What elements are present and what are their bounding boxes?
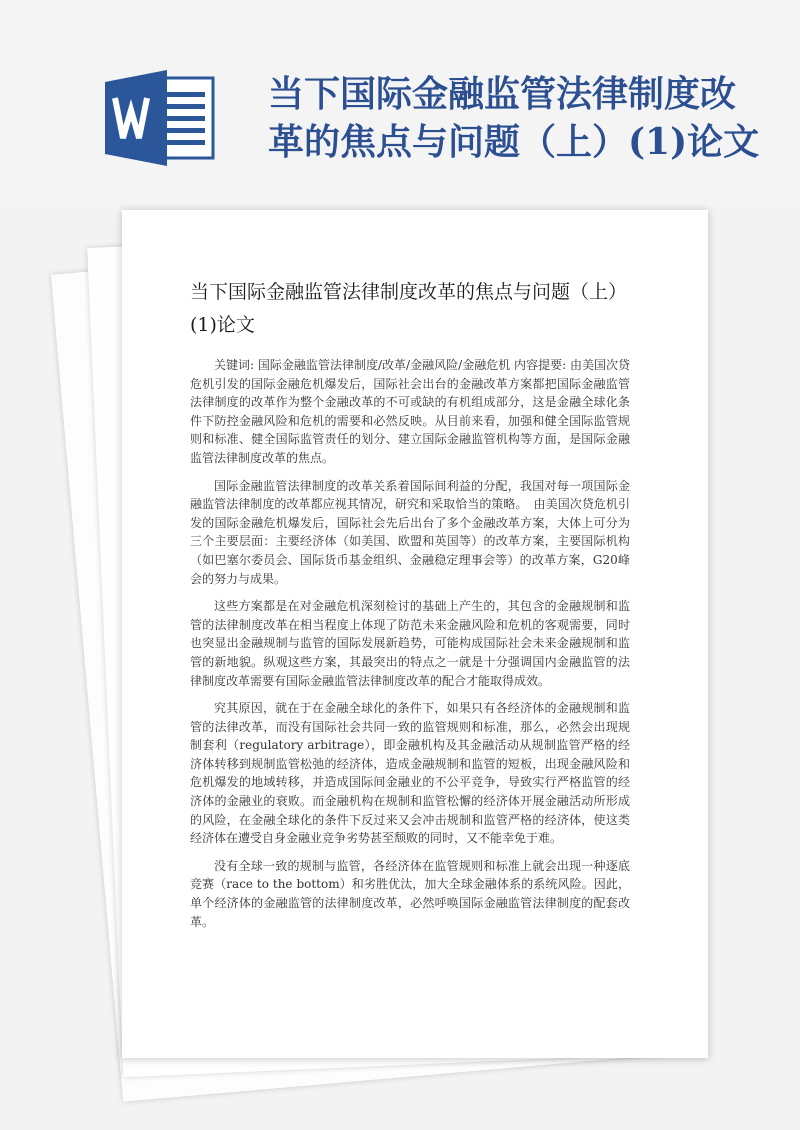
paragraph: 究其原因，就在于在金融全球化的条件下，如果只有各经济体的金融规制和监管的法律改革，而没有国际社会共同一致的监管规则和标准，那么，必然会出现规制套利（regulatory arbitrage），即金融机构及其金融活动从规制监管严格的经济体转移到规制监管松弛的经济体，造成金融规制和监管的短板，出现金融风险和危机爆发的地域转移，并造成国际间金融业的不公平竞争，导致实行严格监管的经济体的金融业的衰败。而金融机构在规制和监管松懈的经济体开展金融活动所形成的风险，在金融全球化的条件下反过来又会冲击规制和监管严格的经济体，使这类经济体在遭受自身金融业竞争劣势甚至颓败的同时，又不能幸免于难。: [190, 701, 630, 846]
paragraph: 关键词: 国际金融监管法律制度/改革/金融风险/金融危机 内容提要: 由美国次贷危机引发的国际金融危机爆发后，国际社会出台的金融改革方案都把国际金融监管法律制度的改革作为整个金融改革的不可或缺的有机组成部分，这是金融全球化条件下防控金融风险和危机的需要和必然反映。从目前来看，加强和健全国际监管规则和标准、健全国际监管责任的划分、建立国际金融监管机构等方面，是国际金融监管法律制度改革的焦点。: [190, 358, 630, 465]
document-body: [190, 356, 630, 940]
paragraph: 没有全球一致的规制与监管，各经济体在监管规则和标准上就会出现一种逐底竞赛（race to the bottom）和劣胜优汰，加大全球金融体系的系统风险。因此，单个经济体的金融监管的法律制度改革，必然呼唤国际金融监管法律制度的配套改革。: [190, 858, 630, 929]
page-title: 当下国际金融监管法律制度改革的焦点与问题（上）(1)论文: [268, 73, 760, 163]
paragraph: 国际金融监管法律制度的改革关系着国际间利益的分配，我国对每一项国际金融监管法律制度的改革都应视其情况，研究和采取恰当的策略。 由美国次贷危机引发的国际金融危机爆发后，国际社会先后出台了多个金融改革方案，大体上可分为三个主要层面：主要经济体（如美国、欧盟和英国等）的改革方案，主要国际机构（如巴塞尔委员会、国际货币基金组织、金融稳定理事会等）的改革方案，G20峰会的努力与成果。: [190, 478, 630, 586]
word-document-icon: [105, 70, 217, 166]
document-title: 当下国际金融监管法律制度改革的焦点与问题（上）(1)论文: [190, 281, 628, 336]
header-banner: [0, 0, 800, 205]
paragraph: 这些方案都是在对金融危机深刻检讨的基础上产生的，其包含的金融规制和监管的法律制度改革在相当程度上体现了防范未来金融风险和危机的客观需要，同时也突显出金融规制与监管的国际发展新趋势，可能构成国际社会未来金融规制和监管的新地貌。纵观这些方案，其最突出的特点之一就是十分强调国内金融监管的法律制度改革需要有国际金融监管法律制度改革的配合才能取得成效。: [190, 599, 630, 688]
document-page: [122, 210, 708, 1058]
